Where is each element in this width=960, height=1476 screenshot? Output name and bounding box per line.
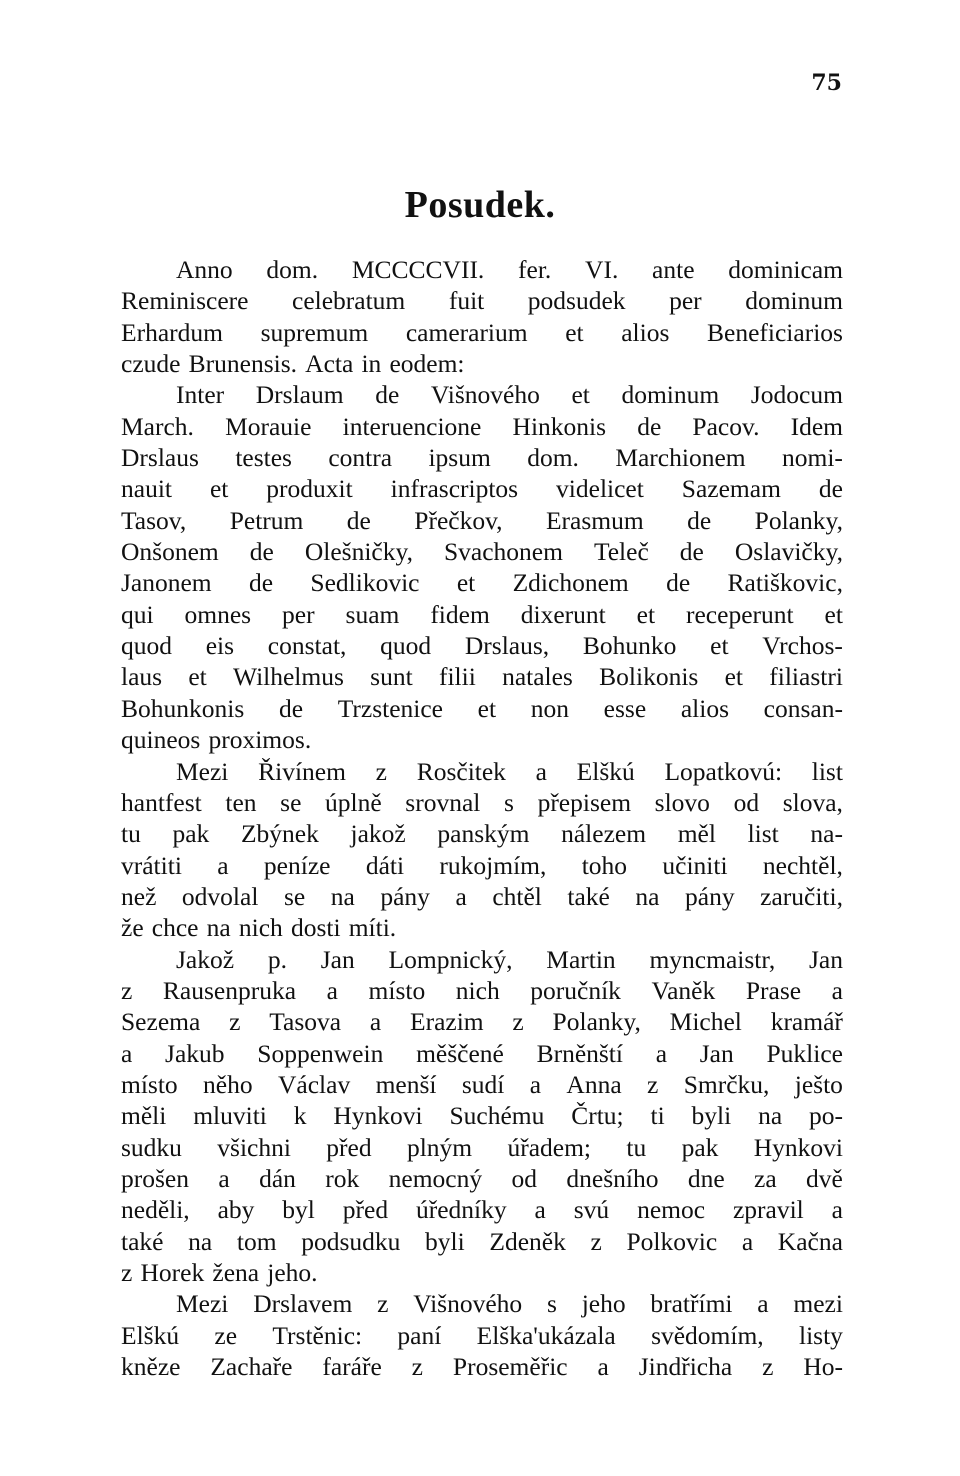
text-line: Mezi Řivínem z Rosčitek a Elškú Lopatkovú: list (176, 756, 843, 786)
text-line: z Rausenpruka a místo nich poručník Vaněk Prase a (121, 975, 843, 1005)
text-line: Jakož p. Jan Lompnický, Martin myncmaistr, Jan (176, 944, 843, 974)
text-line: Mezi Drslavem z Višnového s jeho bratřími a mezi (176, 1289, 843, 1319)
text-line: že chce na nich dosti míti. (121, 913, 397, 943)
text-line: prošen a dán rok nemocný od dnešního dne za dvě (121, 1163, 843, 1193)
text-line: kněze Zachaře faráře z Proseměřic a Jindřicha z Ho- (121, 1352, 843, 1382)
text-line: Elškú ze Trstěnic: paní Elška'ukázala svědomím, listy (121, 1320, 843, 1350)
text-line: a Jakub Soppenwein měščené Brněnští a Jan Puklice (121, 1038, 843, 1068)
text-line: Janonem de Sedlikovic et Zdichonem de Ratiškovic, (121, 568, 843, 598)
text-line: neděli, aby byl před úředníky a svú nemoc zpravil a (121, 1195, 843, 1225)
page-number: 75 (811, 70, 842, 96)
text-line: z Horek žena jeho. (121, 1258, 318, 1287)
text-line: místo něho Václav menší sudí a Anna z Smrčku, ješto (121, 1069, 843, 1099)
text-line: Erhardum supremum camerarium et alios Beneficiarios (121, 317, 843, 347)
document-text (121, 254, 843, 1382)
text-line: Anno dom. MCCCCVII. fer. VI. ante dominicam (176, 255, 843, 284)
text-line: quineos proximos. (121, 725, 312, 755)
text-line: Onšonem de Olešničky, Svachonem Teleč de Oslavičky, (121, 537, 843, 567)
text-line: Bohunkonis de Trzstenice et non esse alios consan- (121, 693, 843, 723)
text-line: Reminiscere celebratum fuit podsudek per dominum (121, 286, 843, 316)
text-line: czude Brunensis. Acta in eodem: (121, 349, 465, 379)
text-line: March. Morauie interuencione Hinkonis de Pacov. Idem (121, 411, 843, 441)
text-line: než odvolal se na pány a chtěl také na pány zaručiti, (121, 881, 843, 911)
text-line: sudku všichni před plným úřadem; tu pak Hynkovi (121, 1132, 843, 1162)
text-line: laus et Wilhelmus sunt filii natales Bolikonis et filiastri (121, 662, 843, 692)
text-line: hantfest ten se úplně srovnal s přepisem slovo od slova, (121, 787, 843, 817)
page-title: Posudek. (404, 184, 556, 226)
text-line: vrátiti a peníze dáti rukojmím, toho učiniti nechtěl, (121, 850, 843, 880)
text-line: Drslaus testes contra ipsum dom. Marchionem nomi- (121, 443, 843, 473)
text-line: také na tom podsudku byli Zdeněk z Polkovic a Kačna (121, 1226, 843, 1256)
text-line: qui omnes per suam fidem dixerunt et receperunt et (121, 599, 843, 629)
text-line: Inter Drslaum de Višnového et dominum Jodocum (176, 380, 843, 410)
text-line: quod eis constat, quod Drslaus, Bohunko et Vrchos- (121, 631, 843, 661)
text-line: tu pak Zbýnek jakož panským nálezem měl list na- (121, 819, 843, 849)
text-line: nauit et produxit infrascriptos videlicet Sazemam de (121, 474, 843, 504)
text-line: měli mluviti k Hynkovi Suchému Črtu; ti byli na po- (121, 1101, 843, 1131)
text-line: Tasov, Petrum de Přečkov, Erasmum de Polanky, (121, 505, 843, 535)
text-line: Sezema z Tasova a Erazim z Polanky, Michel kramář (121, 1007, 843, 1037)
